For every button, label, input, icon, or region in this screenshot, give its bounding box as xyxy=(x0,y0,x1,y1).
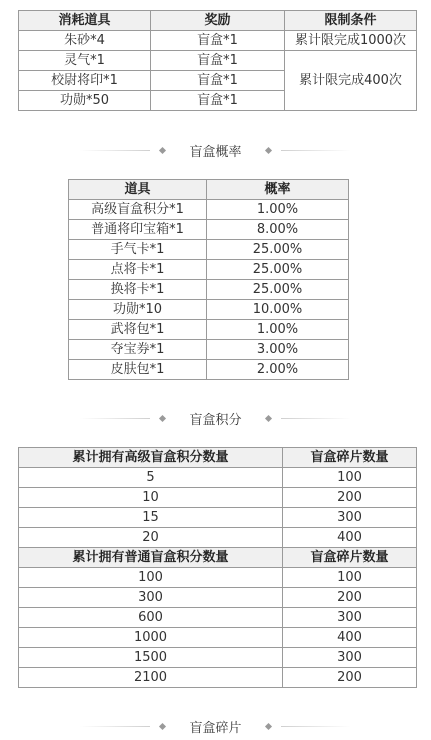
table-row xyxy=(69,280,349,300)
table-row xyxy=(19,608,417,628)
item-cell: 换将卡*1 xyxy=(69,280,207,300)
points-fragment-table xyxy=(18,447,417,688)
probability-cell: 25.00% xyxy=(207,260,349,280)
divider-line xyxy=(281,418,351,419)
fragment-cell: 300 xyxy=(283,508,417,528)
probability-cell: 3.00% xyxy=(207,340,349,360)
item-cell: 皮肤包*1 xyxy=(69,360,207,380)
points-cell: 2100 xyxy=(19,668,283,688)
table-row xyxy=(19,51,417,71)
table-row xyxy=(69,240,349,260)
section-heading-fragments xyxy=(0,716,431,736)
probability-cell: 8.00% xyxy=(207,220,349,240)
header-fragment-count: 盲盒碎片数量 xyxy=(283,548,417,568)
divider-line xyxy=(80,726,150,727)
table-row xyxy=(19,528,417,548)
points-cell: 300 xyxy=(19,588,283,608)
cost-item-cell: 功勋*50 xyxy=(19,91,151,111)
points-cell: 1500 xyxy=(19,648,283,668)
table-row xyxy=(19,468,417,488)
header-normal-points: 累计拥有普通盲盒积分数量 xyxy=(19,548,283,568)
header-reward: 奖励 xyxy=(151,11,285,31)
table-row xyxy=(69,320,349,340)
table-row xyxy=(69,360,349,380)
table-row xyxy=(19,508,417,528)
item-cell: 高级盲盒积分*1 xyxy=(69,200,207,220)
probability-table xyxy=(68,179,349,380)
fragment-cell: 300 xyxy=(283,648,417,668)
fragment-cell: 400 xyxy=(283,628,417,648)
points-cell: 100 xyxy=(19,568,283,588)
probability-cell: 1.00% xyxy=(207,320,349,340)
table-header-row xyxy=(19,11,417,31)
section-heading-probability xyxy=(0,140,431,160)
reward-cell: 盲盒*1 xyxy=(151,71,285,91)
table-row xyxy=(19,628,417,648)
table-header-row xyxy=(19,548,417,568)
item-cell: 手气卡*1 xyxy=(69,240,207,260)
divider-line xyxy=(80,418,150,419)
header-cost-item: 消耗道具 xyxy=(19,11,151,31)
table-header-row xyxy=(69,180,349,200)
probability-cell: 2.00% xyxy=(207,360,349,380)
diamond-icon xyxy=(159,414,166,421)
cost-item-cell: 朱砂*4 xyxy=(19,31,151,51)
cost-item-cell: 校尉将印*1 xyxy=(19,71,151,91)
header-senior-points: 累计拥有高级盲盒积分数量 xyxy=(19,448,283,468)
item-cell: 点将卡*1 xyxy=(69,260,207,280)
reward-cell: 盲盒*1 xyxy=(151,91,285,111)
points-cell: 600 xyxy=(19,608,283,628)
fragment-cell: 300 xyxy=(283,608,417,628)
diamond-icon xyxy=(264,414,271,421)
table-row xyxy=(69,340,349,360)
reward-cell: 盲盒*1 xyxy=(151,31,285,51)
diamond-icon xyxy=(159,722,166,729)
probability-cell: 25.00% xyxy=(207,240,349,260)
section-title: 盲盒概率 xyxy=(189,144,242,160)
diamond-icon xyxy=(264,146,271,153)
table-header-row xyxy=(19,448,417,468)
fragment-cell: 100 xyxy=(283,568,417,588)
diamond-icon xyxy=(264,722,271,729)
fragment-cell: 200 xyxy=(283,488,417,508)
limit-cell: 累计限完成400次 xyxy=(285,51,417,111)
cost-item-cell: 灵气*1 xyxy=(19,51,151,71)
divider-line xyxy=(80,150,150,151)
header-probability: 概率 xyxy=(207,180,349,200)
probability-cell: 1.00% xyxy=(207,200,349,220)
table-row xyxy=(19,488,417,508)
table-row xyxy=(69,200,349,220)
fragment-cell: 200 xyxy=(283,588,417,608)
probability-cell: 10.00% xyxy=(207,300,349,320)
table-row xyxy=(19,31,417,51)
item-cell: 普通将印宝箱*1 xyxy=(69,220,207,240)
header-fragment-count: 盲盒碎片数量 xyxy=(283,448,417,468)
fragment-cell: 400 xyxy=(283,528,417,548)
table-row xyxy=(19,568,417,588)
diamond-icon xyxy=(159,146,166,153)
limit-cell: 累计限完成1000次 xyxy=(285,31,417,51)
item-cell: 功勋*10 xyxy=(69,300,207,320)
fragment-cell: 100 xyxy=(283,468,417,488)
points-cell: 1000 xyxy=(19,628,283,648)
points-cell: 15 xyxy=(19,508,283,528)
table-row xyxy=(69,220,349,240)
section-title: 盲盒积分 xyxy=(189,412,242,428)
section-heading-points xyxy=(0,408,431,428)
table-row xyxy=(69,260,349,280)
points-cell: 5 xyxy=(19,468,283,488)
reward-cell: 盲盒*1 xyxy=(151,51,285,71)
divider-line xyxy=(281,150,351,151)
points-cell: 20 xyxy=(19,528,283,548)
table-row xyxy=(19,588,417,608)
header-item: 道具 xyxy=(69,180,207,200)
table-row xyxy=(69,300,349,320)
item-cell: 夺宝券*1 xyxy=(69,340,207,360)
points-cell: 10 xyxy=(19,488,283,508)
table-row xyxy=(19,668,417,688)
divider-line xyxy=(281,726,351,727)
probability-cell: 25.00% xyxy=(207,280,349,300)
cost-reward-table xyxy=(18,10,417,111)
section-title: 盲盒碎片 xyxy=(189,720,242,736)
item-cell: 武将包*1 xyxy=(69,320,207,340)
fragment-cell: 200 xyxy=(283,668,417,688)
table-row xyxy=(19,648,417,668)
header-limit: 限制条件 xyxy=(285,11,417,31)
